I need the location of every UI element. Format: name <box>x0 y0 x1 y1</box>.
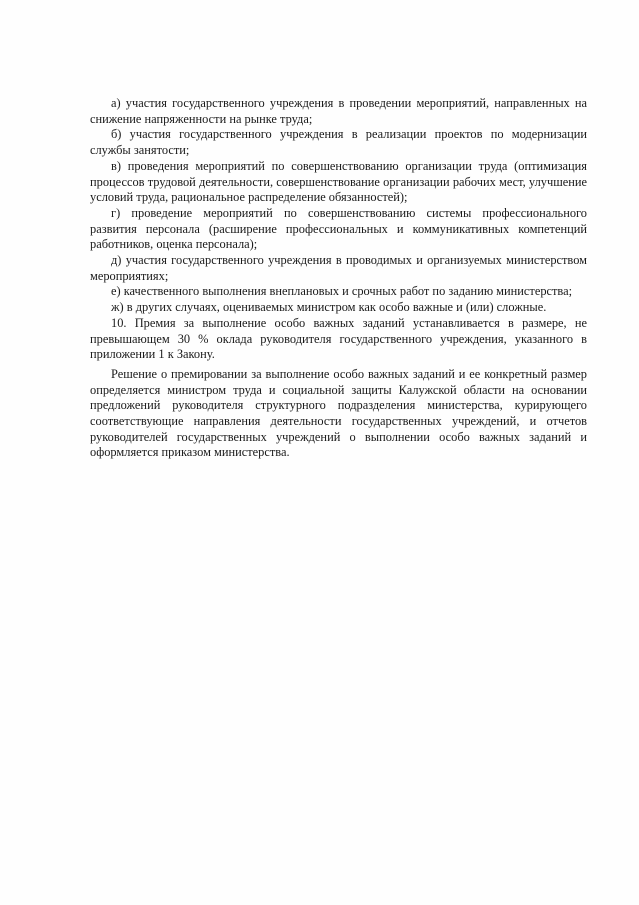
paragraph-item-d: д) участия государственного учреждения в проводимых и организуемых министерством мероприятиях; <box>90 253 587 283</box>
paragraph-item-g: г) проведение мероприятий по совершенствованию системы профессионального развития персонала (расширение профессиональных и коммуникативных компетенций работников, оценка персонала); <box>90 205 587 252</box>
paragraph-item-zh: ж) в других случаях, оцениваемых министром как особо важные и (или) сложные. <box>111 300 547 315</box>
document-body <box>90 96 587 461</box>
paragraph-item-b: б) участия государственного учреждения в реализации проектов по модернизации службы занятости; <box>90 127 587 158</box>
paragraph-item-a: а) участия государственного учреждения в проведении мероприятий, направленных на снижение напряженности на рынке труда; <box>90 96 587 126</box>
paragraph-decision: Решение о премировании за выполнение особо важных заданий и ее конкретный размер определяется министром труда и социальной защиты Калужской области на основании предложений руководителя структурного подразделения министерства, курирующего соответствующие направления деятельности государственных учреждений, и отчетов руководителей государственных учреждений о выполнении особо важных заданий и оформляется приказом министерства. <box>90 366 587 460</box>
paragraph-item-v: в) проведения мероприятий по совершенствованию организации труда (оптимизация процессов трудовой деятельности, совершенствование организации рабочих мест, улучшение условий труда, рациональное распределение обязанностей); <box>90 158 587 205</box>
paragraph-item-e: е) качественного выполнения внеплановых и срочных работ по заданию министерства; <box>111 284 573 299</box>
paragraph-clause-10: 10. Премия за выполнение особо важных заданий устанавливается в размере, не превышающем 30 % оклада руководителя государственного учреждения, указанного в приложении 1 к Закону. <box>90 315 587 362</box>
